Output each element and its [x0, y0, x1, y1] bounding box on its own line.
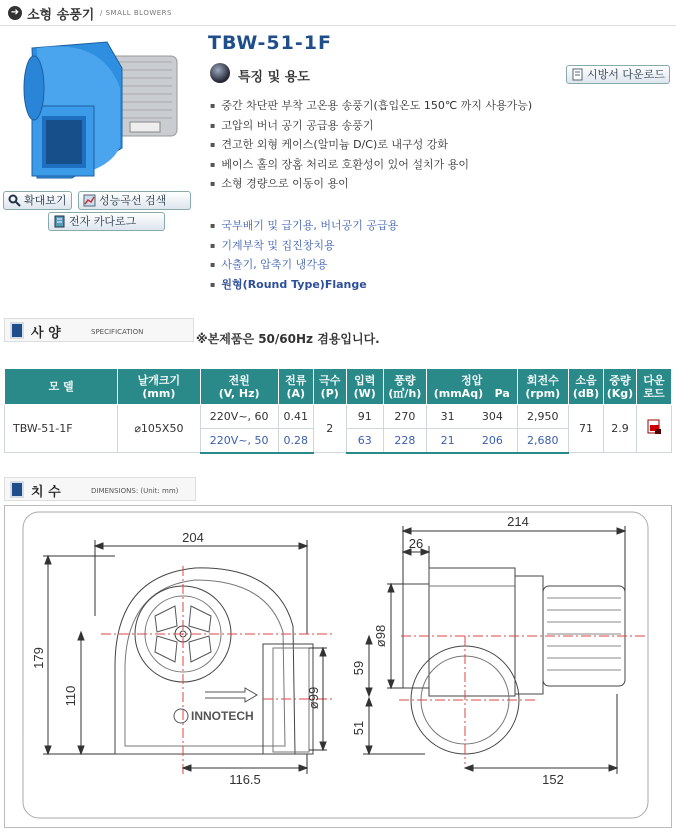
dim-204: 204: [182, 530, 204, 545]
feature-item: ▪ 중간 차단판 부착 고온용 송풍기(흡입온도 150℃ 까지 사용가능): [210, 96, 532, 116]
features-title: 특징 및 용도: [238, 70, 310, 85]
cell-power: 220V~, 50: [200, 429, 278, 453]
table-row: [5, 405, 672, 429]
dim-99: ø99: [306, 686, 321, 710]
cell-blade: ⌀105X50: [118, 405, 200, 453]
feature-item: ▪ 견고한 외형 케이스(알미늄 D/C)로 내구성 강화: [210, 135, 532, 155]
frequency-note: ※본제품은 50/60Hz 겸용입니다.: [196, 332, 380, 346]
cell-pa: 206: [481, 433, 503, 447]
chart-search-icon: [83, 194, 96, 207]
front-view: [31, 530, 335, 787]
spec-section-title: 사 양: [31, 326, 61, 341]
cell-poles: 2: [313, 405, 346, 453]
feature-item: ▪ 베이스 홀의 장홈 처리로 호환성이 있어 설치가 용이: [210, 155, 532, 175]
feature-item: ▪ 고압의 버너 공기 공급용 송풍기: [210, 116, 532, 136]
col-noise: 소음 (dB): [569, 369, 604, 405]
col-weight: 중량 (Kg): [603, 369, 636, 405]
col-download: 다운 로드: [636, 369, 671, 405]
col-input: 입력 (W): [346, 369, 383, 405]
dim-179: 179: [31, 647, 46, 669]
feature-list: [210, 96, 532, 194]
dim-116-5: 116.5: [229, 772, 261, 787]
cell-input: 91: [346, 405, 383, 429]
performance-curve-button[interactable]: [78, 191, 191, 210]
dim-214: 214: [507, 514, 529, 529]
magnifier-icon: [8, 194, 21, 207]
col-model: 모 델: [5, 369, 118, 405]
dim-26: 26: [408, 536, 424, 551]
use-item: ▪ 원형(Round Type)Flange: [210, 275, 398, 295]
side-view: [351, 514, 645, 787]
col-rpm: 회전수 (rpm): [517, 369, 568, 405]
cell-current: 0.28: [278, 429, 313, 453]
col-pressure: 정압 (mmAq) Pa: [426, 369, 517, 405]
cell-weight: 2.9: [603, 405, 636, 453]
section-marker-icon: [10, 481, 24, 498]
col-blade: 날개크기 (mm): [118, 369, 200, 405]
zoom-button[interactable]: [3, 191, 72, 210]
cell-model: TBW-51-1F: [5, 405, 118, 453]
cell-current: 0.41: [278, 405, 313, 429]
cell-pa: 304: [481, 410, 503, 423]
use-item: ▪ 사출기, 압축기 냉각용: [210, 255, 398, 275]
cell-rpm: 2,950: [517, 405, 568, 429]
page-subtitle: / SMALL BLOWERS: [100, 9, 172, 17]
arrow-right-icon: ➜: [8, 6, 22, 20]
cell-power: 220V~, 60: [200, 405, 278, 429]
table-header-row: [5, 369, 672, 405]
dim-section-title: 치 수: [31, 485, 61, 500]
zoom-button-label: 확대보기: [24, 194, 67, 207]
cell-pressure: [426, 429, 517, 453]
model-title: TBW-51-1F: [208, 32, 332, 54]
cell-noise: 71: [569, 405, 604, 453]
dim-section-subtitle: DIMENSIONS: (Unit: mm): [91, 487, 179, 495]
spec-section-subtitle: SPECIFICATION: [91, 328, 144, 336]
spec-download-label: 시방서 다운로드: [587, 68, 665, 81]
cell-mmaq: 21: [440, 433, 455, 447]
dim-152: 152: [542, 772, 564, 787]
cell-mmaq: 31: [440, 410, 455, 423]
performance-curve-label: 성능곡선 검색: [99, 194, 167, 207]
col-power: 전원 (V, Hz): [200, 369, 278, 405]
spec-section-header: [4, 318, 194, 342]
cell-pressure: [426, 405, 517, 429]
use-item: ▪ 기계부착 및 집진창치용: [210, 236, 398, 256]
dim-59: 59: [351, 660, 366, 676]
cell-input: 63: [346, 429, 383, 453]
spec-download-button[interactable]: [566, 65, 670, 84]
document-icon: [571, 68, 584, 81]
dim-98: ø98: [373, 624, 388, 648]
dimension-drawing: [4, 505, 672, 828]
col-flow: 풍량 (㎥/h): [383, 369, 426, 405]
dim-110: 110: [63, 685, 78, 707]
use-item: ▪ 국부배기 및 급기용, 버너공기 공급용: [210, 216, 398, 236]
cell-flow: 228: [383, 429, 426, 453]
use-list: [210, 216, 398, 294]
cell-flow: 270: [383, 405, 426, 429]
pdf-download-icon[interactable]: [646, 419, 662, 438]
col-current: 전류 (A): [278, 369, 313, 405]
cell-download[interactable]: [636, 405, 671, 453]
brand-label: INNOTECH: [191, 709, 254, 723]
col-poles: 극수 (P): [313, 369, 346, 405]
dim-51: 51: [351, 720, 366, 736]
dim-section-header: [4, 477, 196, 501]
bullet-disc-icon: [210, 63, 230, 83]
cell-rpm: 2,680: [517, 429, 568, 453]
e-catalog-button[interactable]: [48, 212, 165, 231]
product-image[interactable]: [12, 28, 198, 190]
page-header: [0, 0, 676, 26]
feature-item: ▪ 소형 경량으로 이동이 용이: [210, 174, 532, 194]
section-marker-icon: [10, 322, 24, 339]
e-catalog-label: 전자 카다로그: [69, 215, 137, 228]
catalog-icon: [53, 215, 66, 228]
spec-table: [4, 368, 672, 454]
page-title: 소형 송풍기: [27, 8, 95, 23]
